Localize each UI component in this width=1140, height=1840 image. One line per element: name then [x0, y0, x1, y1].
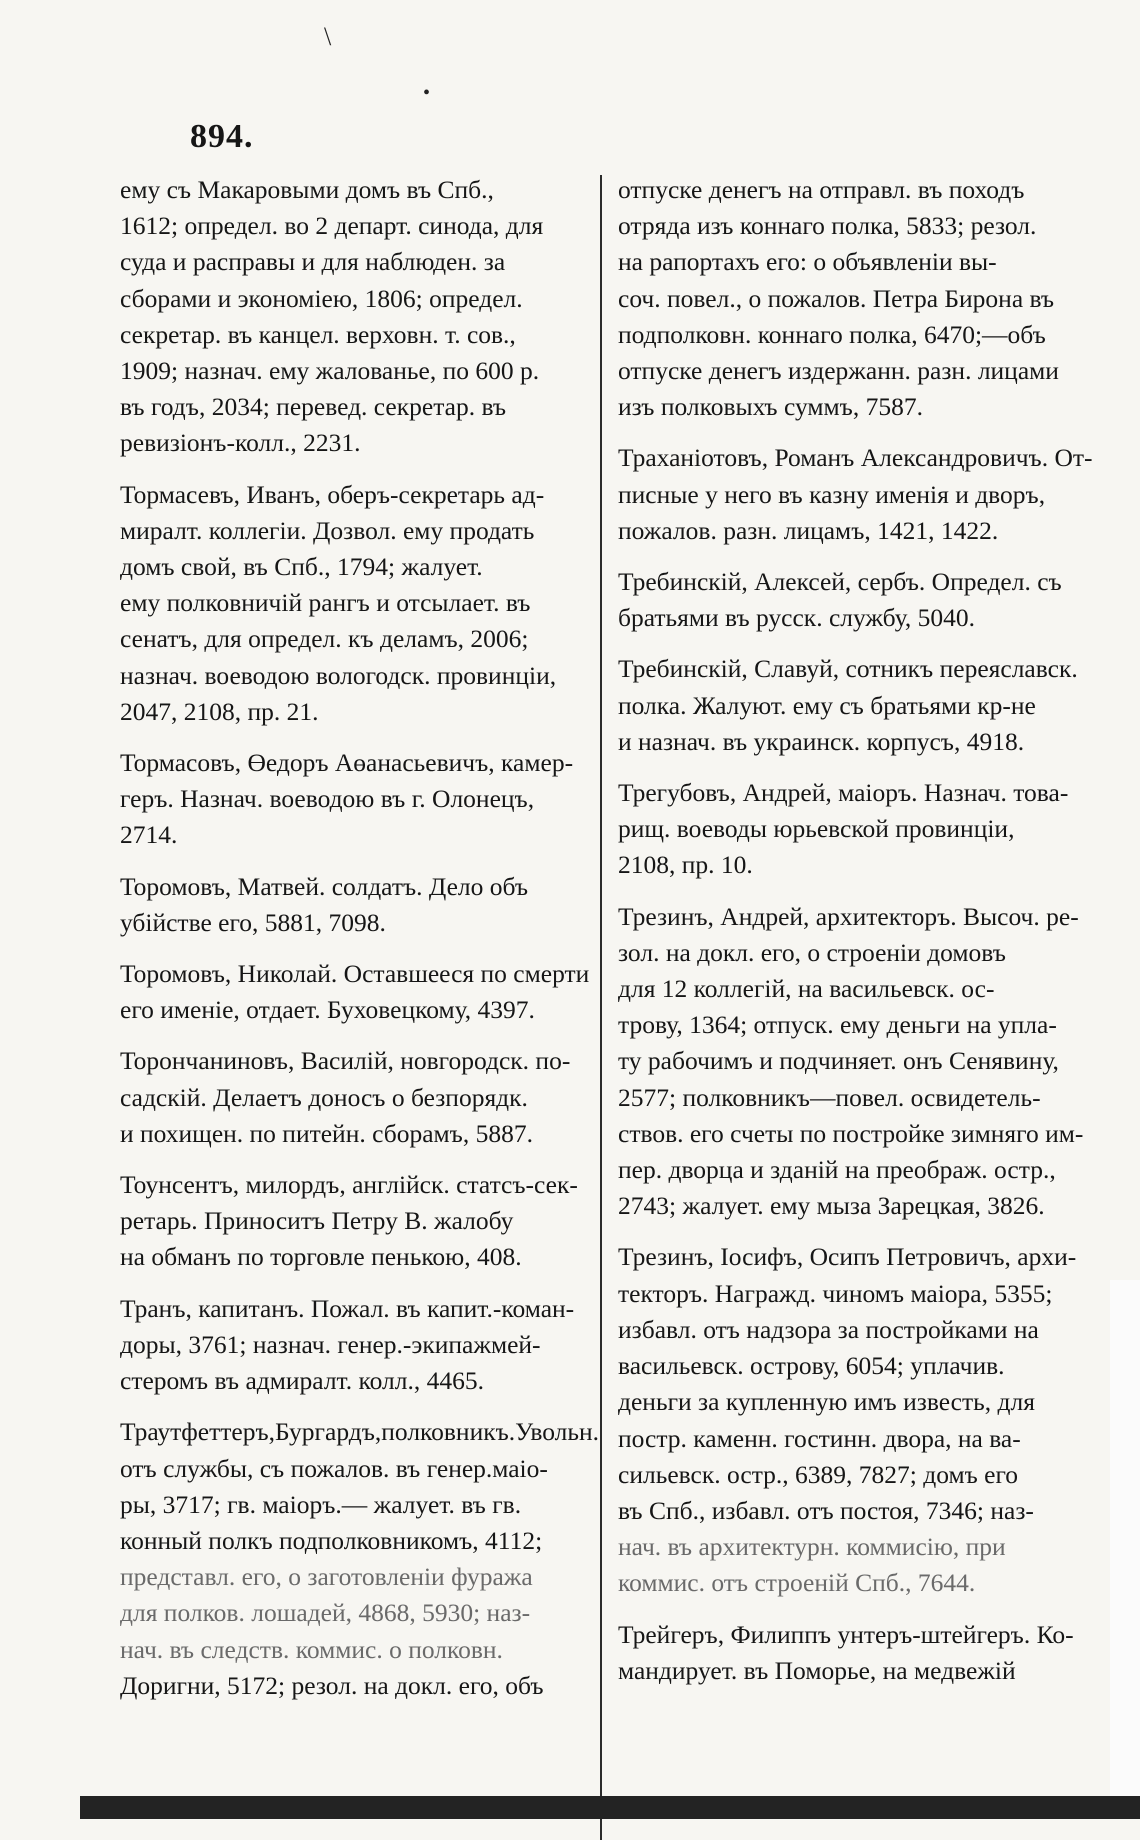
entry-trezin-iosif: [618, 1239, 1077, 1601]
text-line: и назнач. въ украинск. корпусъ, 4918.: [618, 726, 1025, 756]
entry-treyger: [618, 1617, 1074, 1689]
text-line: отпуске денегъ на отправл. въ походъ: [618, 175, 1025, 204]
text-line: назнач. воеводою вологодск. провинцiи,: [120, 660, 557, 690]
text-line: пожалов. разн. лицамъ, 1421, 1422.: [618, 515, 999, 545]
text-line: ему съ Макаровыми домъ въ Спб.,: [120, 175, 494, 204]
text-line: Трейгеръ, Филиппъ унтеръ-штейгеръ. Ко-: [618, 1619, 1074, 1649]
text-line: садскiй. Делаетъ доносъ о безпорядк.: [120, 1082, 528, 1112]
text-line: изъ полковыхъ суммъ, 7587.: [618, 392, 923, 422]
text-line: мандирует. въ Поморье, на медвежiй: [618, 1655, 1016, 1685]
entry-continuation-left: [120, 172, 568, 462]
text-line: 1909; назнач. ему жалованье, по 600 р.: [120, 356, 540, 386]
text-line: постр. каменн. гостинн. двора, на ва-: [618, 1423, 1021, 1453]
text-line: Доригни, 5172; резол. на докл. его, объ: [120, 1670, 544, 1700]
scan-bottom-band: [80, 1796, 1140, 1819]
text-line: его именiе, отдает. Буховецкому, 4397.: [120, 995, 535, 1025]
text-line: полка. Жалуют. ему съ братьями кр-не: [618, 690, 1036, 720]
left-column: [120, 172, 600, 1719]
text-line: въ Спб., избавл. отъ постоя, 7346; наз-: [618, 1495, 1034, 1525]
text-line: убiйстве его, 5881, 7098.: [120, 907, 386, 937]
text-line: зол. на докл. его, о строенiи домовъ: [618, 937, 1006, 967]
text-line: нач. въ следств. коммис. о полковн.: [120, 1634, 503, 1664]
text-line: трову, 1364; отпуск. ему деньги на упла-: [618, 1010, 1057, 1040]
text-line: ту рабочимъ и подчиняет. онъ Сенявину,: [618, 1046, 1059, 1076]
scan-dot: •: [423, 82, 431, 104]
scan-edge-highlight: [1110, 1280, 1140, 1819]
text-line: подполковн. коннаго полка, 6470;—объ: [618, 319, 1046, 349]
text-line: секретар. въ канцел. верховн. т. сов.,: [120, 319, 516, 349]
text-line: представл. его, о заготовленiи фуража: [120, 1562, 533, 1592]
page-number: 894.: [190, 118, 254, 155]
entry-toronchaninov: [120, 1043, 571, 1152]
entry-trebinsky-slavuy: [618, 651, 1078, 760]
text-line: сенатъ, для определ. къ деламъ, 2006;: [120, 624, 529, 654]
text-line: ретарь. Приноситъ Петру В. жалобу: [120, 1206, 514, 1236]
text-line: нач. въ архитектурн. коммисiю, при: [618, 1532, 1006, 1562]
text-line: Тормасовъ, Өедоръ Аөанасьевичъ, камер-: [120, 748, 574, 778]
text-line: 2714.: [120, 820, 178, 850]
text-line: на обманъ по торговле пенькою, 408.: [120, 1242, 522, 1272]
text-line: Торомовъ, Николай. Оставшееся по смерти: [120, 959, 590, 989]
text-line: суда и расправы и для наблюден. за: [120, 247, 506, 277]
text-line: рищ. воеводы юрьевской провинцiи,: [618, 814, 1015, 844]
text-line: геръ. Назнач. воеводою въ г. Олонецъ,: [120, 784, 535, 814]
scan-mark-top: \: [324, 22, 332, 51]
text-line: домъ свой, въ Спб., 1794; жалует.: [120, 552, 483, 582]
text-line: писные у него въ казну именiя и дворъ,: [618, 479, 1046, 509]
text-line: 2047, 2108, пр. 21.: [120, 696, 319, 726]
text-line: сборами и экономiею, 1806; определ.: [120, 283, 523, 313]
text-line: ствов. его счеты по постройке зимняго им-: [618, 1118, 1084, 1148]
entry-toromov-matvey: [120, 869, 568, 941]
entry-tran: [120, 1291, 575, 1400]
text-line: Требинскiй, Алексей, сербъ. Определ. съ: [618, 567, 1062, 597]
entry-tormasov-fedor: [120, 745, 574, 854]
text-line: соч. повел., о пожалов. Петра Бирона въ: [618, 283, 1055, 313]
right-column: [618, 172, 1093, 1704]
text-line: отъ службы, съ пожалов. въ генер.маiо-: [120, 1453, 548, 1483]
text-line: сильевск. остр., 6389, 7827; домъ его: [618, 1459, 1019, 1489]
text-line: ему полковничiй рангъ и отсылает. въ: [120, 588, 531, 618]
text-line: братьями въ русск. службу, 5040.: [618, 603, 976, 633]
text-line: конный полкъ подполковникомъ, 4112;: [120, 1525, 543, 1555]
text-line: отряда изъ коннаго полка, 5833; резол.: [618, 211, 1037, 241]
text-line: 2743; жалует. ему мыза Зарецкая, 3826.: [618, 1191, 1045, 1221]
text-line: ры, 3717; гв. маiоръ.— жалует. въ гв.: [120, 1489, 522, 1519]
entry-tounsent: [120, 1167, 578, 1276]
text-line: и похищен. по питейн. сборамъ, 5887.: [120, 1118, 533, 1148]
text-line: Транъ, капитанъ. Пожал. въ капит.-коман-: [120, 1293, 575, 1323]
text-line: Тоунсентъ, милордъ, англiйск. статсъ-сек-: [120, 1170, 578, 1200]
entry-continuation-right: [618, 172, 1066, 425]
text-line: коммис. отъ строенiй Спб., 7644.: [618, 1568, 976, 1598]
text-line: 2577; полковникъ—повел. освидетель-: [618, 1082, 1041, 1112]
text-line: избавл. отъ надзора за постройками на: [618, 1314, 1039, 1344]
text-line: деньги за купленную имъ известь, для: [618, 1387, 1035, 1417]
entry-trebinsky-aleksey: [618, 564, 1066, 636]
text-line: Трезинъ, Iосифъ, Осипъ Петровичъ, архи-: [618, 1242, 1077, 1272]
entry-tormasev-ivan: [120, 477, 568, 730]
text-line: Торончаниновъ, Василiй, новгородск. по-: [120, 1046, 571, 1076]
text-line: доры, 3761; назнач. генер.-экипажмей-: [120, 1329, 541, 1359]
text-line: миралт. коллегiи. Дозвол. ему продать: [120, 515, 535, 545]
entry-toromov-nikolay: [120, 956, 590, 1028]
text-line: стеромъ въ адмиралт. колл., 4465.: [120, 1366, 484, 1396]
text-line: Трезинъ, Андрей, архитекторъ. Высоч. ре-: [618, 901, 1079, 931]
text-line: Требинскiй, Славуй, сотникъ переяславск.: [618, 654, 1078, 684]
text-line: Трегубовъ, Андрей, маiоръ. Назнач. това-: [618, 778, 1069, 808]
text-line: васильевск. острову, 6054; уплачив.: [618, 1351, 1005, 1381]
text-line: Тормасевъ, Иванъ, оберъ-секретарь ад-: [120, 479, 545, 509]
text-line: пер. дворца и зданiй на преображ. остр.,: [618, 1155, 1056, 1185]
entry-trakhaniotov: [618, 440, 1093, 549]
text-line: Траханiотовъ, Романъ Александровичъ. От-: [618, 443, 1093, 473]
entry-tregubov: [618, 775, 1069, 884]
entry-trezin-andrey: [618, 899, 1084, 1225]
text-line: въ годъ, 2034; перевед. секретар. въ: [120, 392, 507, 422]
text-line: текторъ. Награжд. чиномъ маiора, 5355;: [618, 1278, 1053, 1308]
entry-trautfetter: [120, 1414, 600, 1704]
text-line: отпуске денегъ издержанн. разн. лицами: [618, 356, 1059, 386]
text-line: ревизiонъ-колл., 2231.: [120, 428, 361, 458]
text-line: для полков. лошадей, 4868, 5930; наз-: [120, 1598, 531, 1628]
text-line: 1612; определ. во 2 департ. синода, для: [120, 211, 544, 241]
text-line: Траутфеттеръ,Бургардъ,полковникъ.Увольн.: [120, 1417, 600, 1447]
text-line: Торомовъ, Матвей. солдатъ. Дело объ: [120, 871, 529, 901]
text-line: 2108, пр. 10.: [618, 850, 753, 880]
column-divider: [600, 175, 602, 1840]
text-line: для 12 коллегiй, на васильевск. ос-: [618, 974, 995, 1004]
text-line: на рапортахъ его: о объявленiи вы-: [618, 247, 997, 277]
